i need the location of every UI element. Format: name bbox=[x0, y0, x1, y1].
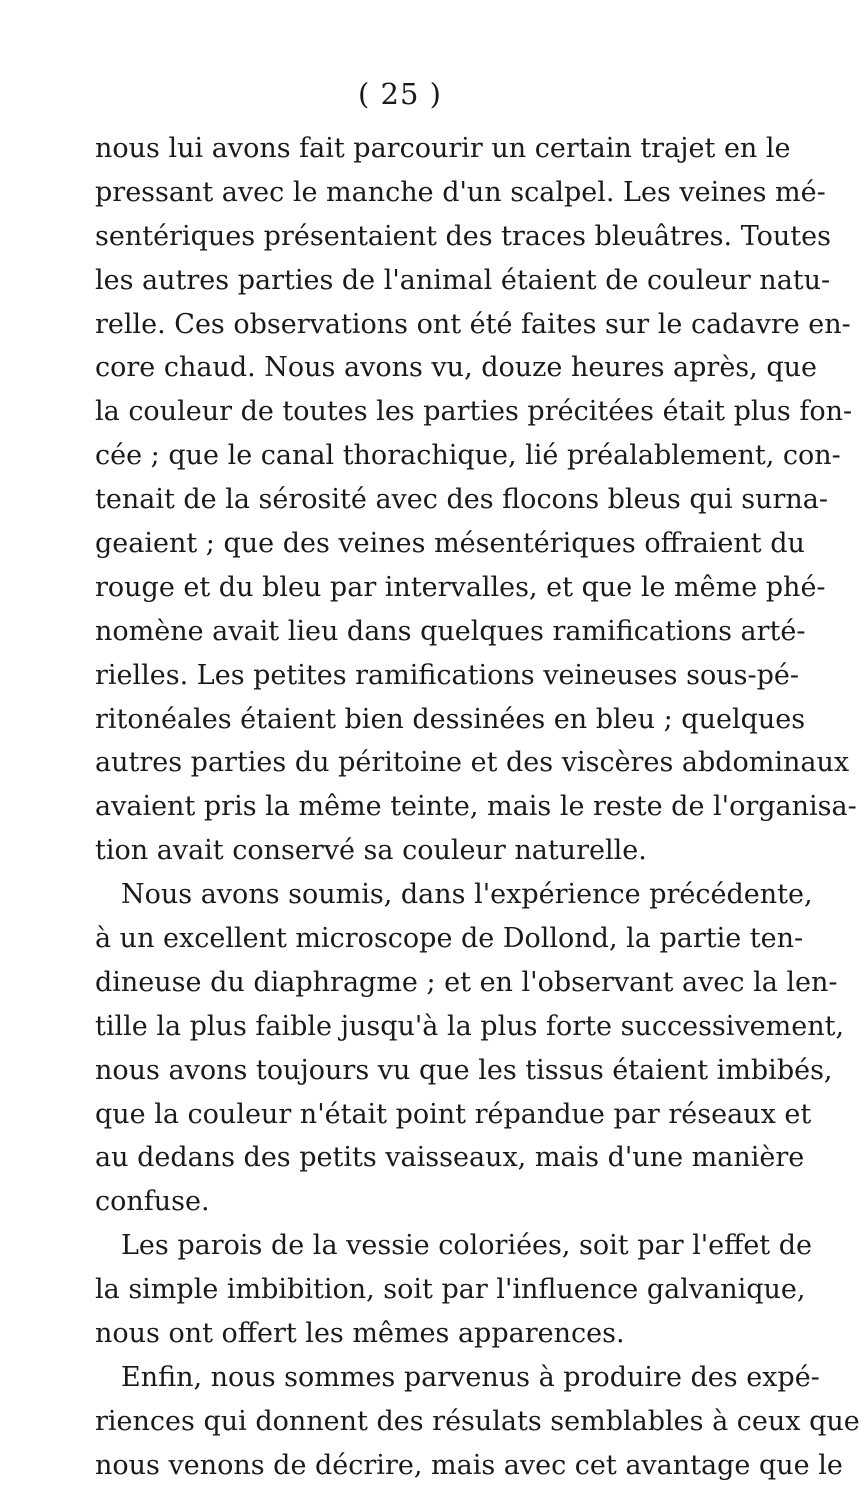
text-line: tenait de la sérosité avec des flocons bleus qui surna- bbox=[95, 484, 829, 516]
text-line: relle. Ces observations ont été faites sur le cadavre en- bbox=[95, 308, 851, 340]
text-line: sentériques présentaient des traces bleuâtres. Toutes bbox=[95, 220, 831, 252]
text-line: la couleur de toutes les parties précitées était plus fon- bbox=[95, 396, 853, 428]
text-line: à un excellent microscope de Dollond, la partie ten- bbox=[95, 923, 804, 955]
paragraph bbox=[95, 873, 845, 1224]
text-line: la simple imbibition, soit par l'influence galvanique, bbox=[95, 1274, 806, 1306]
text-line: au dedans des petits vaisseaux, mais d'une manière bbox=[95, 1142, 805, 1174]
text-line: rielles. Les petites ramifications veineuses sous-pé- bbox=[95, 659, 799, 691]
paragraph bbox=[95, 1356, 860, 1488]
text-line: que la couleur n'était point répandue par réseaux et bbox=[95, 1098, 812, 1130]
text-line: dineuse du diaphragme ; et en l'observant avec la len- bbox=[95, 966, 838, 998]
text-line: confuse. bbox=[95, 1186, 210, 1218]
body-text bbox=[95, 127, 860, 1488]
text-line: pressant avec le manche d'un scalpel. Les veines mé- bbox=[95, 176, 826, 208]
paragraph bbox=[95, 127, 857, 873]
text-line: autres parties du péritoine et des viscères abdominaux bbox=[95, 747, 850, 779]
text-line: riences qui donnent des résulats semblables à ceux que bbox=[95, 1405, 860, 1437]
page-number: ( 25 ) bbox=[358, 77, 442, 111]
text-line: cée ; que le canal thorachique, lié préalablement, con- bbox=[95, 440, 841, 472]
text-line: nous avons toujours vu que les tissus étaient imbibés, bbox=[95, 1054, 833, 1086]
text-line: Les parois de la vessie coloriées, soit par l'effet de bbox=[121, 1230, 812, 1262]
text-line: geaient ; que des veines mésentériques offraient du bbox=[95, 528, 805, 560]
text-line: core chaud. Nous avons vu, douze heures après, que bbox=[95, 352, 817, 384]
text-line: tion avait conservé sa couleur naturelle. bbox=[95, 835, 647, 867]
paragraph bbox=[95, 1224, 812, 1356]
text-line: les autres parties de l'animal étaient de couleur natu- bbox=[95, 264, 831, 296]
text-line: rouge et du bleu par intervalles, et que le même phé- bbox=[95, 571, 826, 603]
text-line: avaient pris la même teinte, mais le reste de l'organisa- bbox=[95, 791, 857, 823]
text-line: nous lui avons fait parcourir un certain trajet en le bbox=[95, 133, 791, 164]
text-line: nomène avait lieu dans quelques ramifications arté- bbox=[95, 615, 806, 647]
text-line: Nous avons soumis, dans l'expérience précédente, bbox=[121, 879, 813, 911]
text-line: tille la plus faible jusqu'à la plus forte successivement, bbox=[95, 1010, 845, 1042]
text-line: Enfin, nous sommes parvenus à produire des expé- bbox=[121, 1361, 820, 1393]
text-line: ritonéales étaient bien dessinées en bleu ; quelques bbox=[95, 703, 806, 735]
text-line: nous venons de décrire, mais avec cet avantage que le bbox=[95, 1449, 843, 1481]
text-line: nous ont offert les mêmes apparences. bbox=[95, 1318, 625, 1350]
